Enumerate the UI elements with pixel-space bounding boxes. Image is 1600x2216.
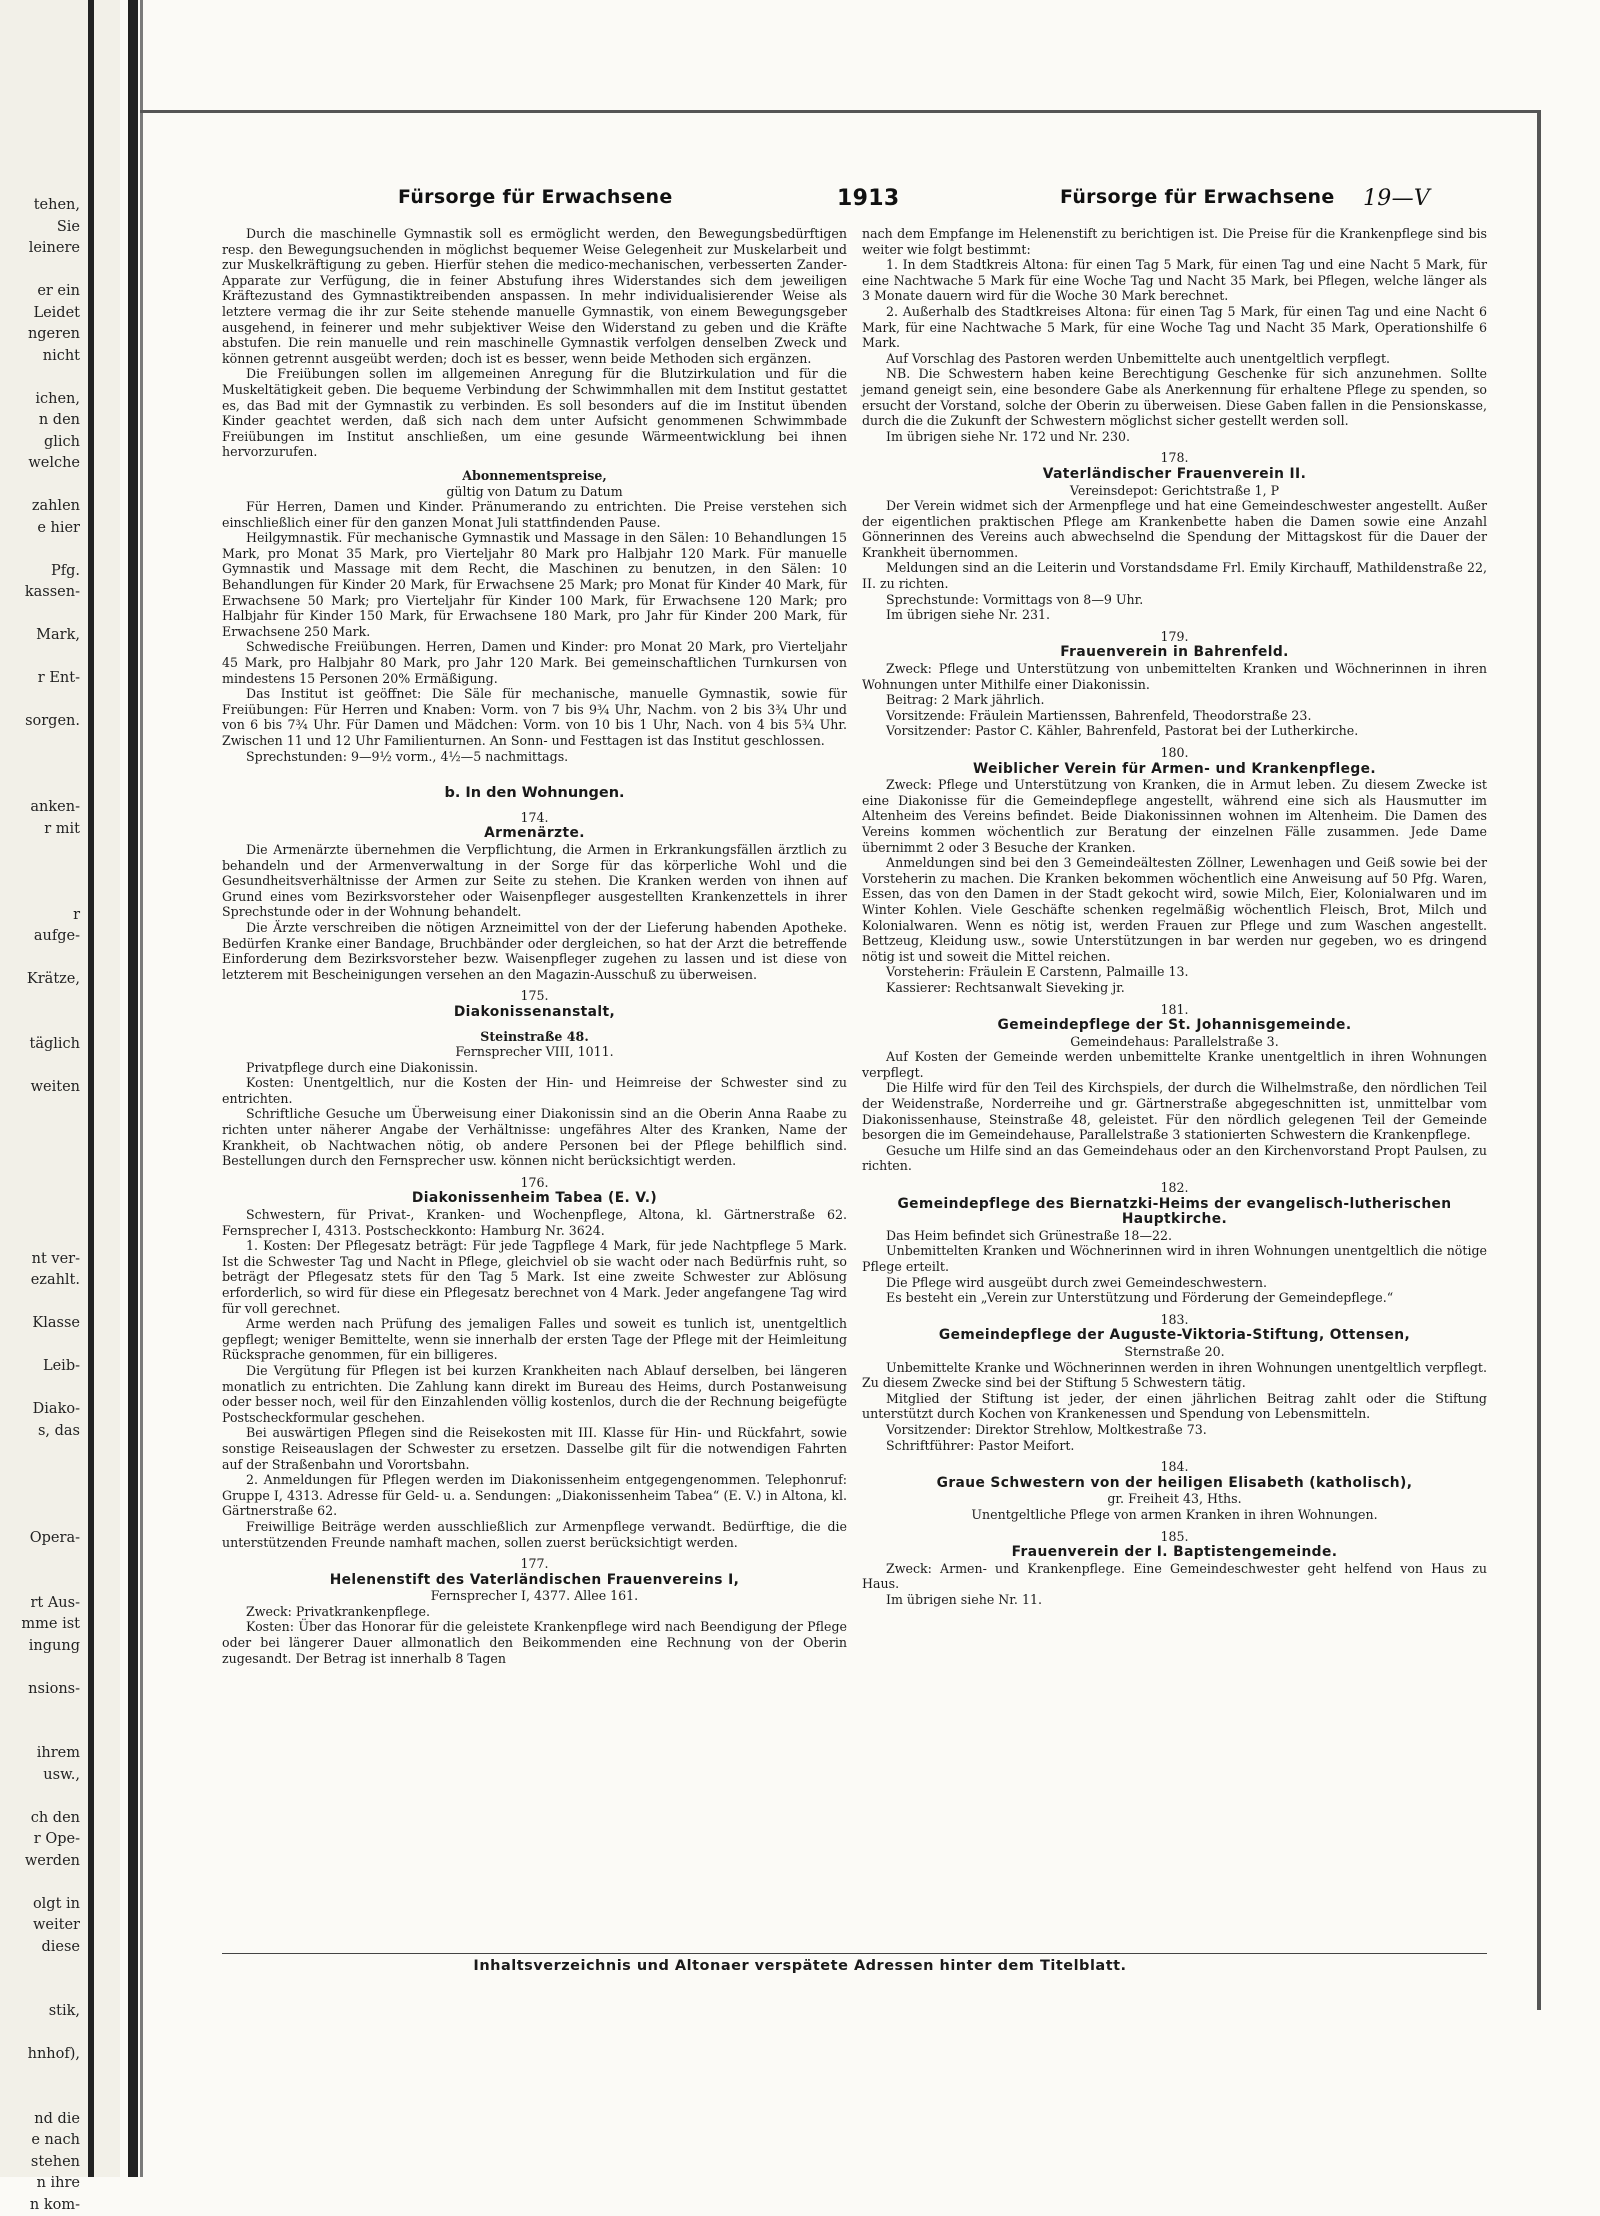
facing-page-fragment: diese — [0, 1937, 80, 1959]
facing-page-fragment: ngeren — [0, 324, 80, 346]
entry-title: Graue Schwestern von der heiligen Elisabeth (katholisch), — [862, 1476, 1487, 1492]
facing-page-fragment: r Ent- — [0, 668, 80, 690]
section-heading: b. In den Wohnungen. — [222, 786, 847, 802]
paragraph: Die Ärzte verschreiben die nötigen Arzneimittel von der der Lieferung habenden Apotheke. Bedürfen Kranke einer Bandage, Bruchbänder oder dergleichen, so hat der Arzt die betreffende Einforderung dem Bezirksvorsteher bezw. Waisenpfleger zugehen zu lassen und ist diese von letzterem mit Bescheinigungen versehen an den Magazin-Ausschuß zu überweisen. — [222, 920, 847, 982]
centered-line: Unentgeltliche Pflege von armen Kranken in ihren Wohnungen. — [862, 1507, 1487, 1523]
paragraph: Kosten: Über das Honorar für die geleistete Krankenpflege wird nach Beendigung der Pflege oder bei längerer Dauer allmonatlich den Beikommenden eine Rechnung von der Oberin zugesandt. Der Betrag ist innerhalb 8 Tagen — [222, 1619, 847, 1666]
paragraph: Vorsteherin: Fräulein E Carstenn, Palmaille 13. — [862, 964, 1487, 980]
facing-page-fragment: n den — [0, 410, 80, 432]
facing-page-fragment — [0, 1657, 80, 1679]
paragraph: Unbemittelte Kranke und Wöchnerinnen werden in ihren Wohnungen unentgeltlich verpflegt. Zu diesem Zwecke sind bei der Stiftung 5 Schwestern tätig. — [862, 1360, 1487, 1391]
footer-rule — [222, 1953, 1487, 1954]
facing-page-fragment: welche — [0, 453, 80, 475]
facing-page-fragment: Leidet — [0, 303, 80, 325]
entry-number: 184. — [862, 1459, 1487, 1475]
entry-title: Armenärzte. — [222, 826, 847, 842]
facing-page-fragment — [0, 2066, 80, 2088]
facing-page-fragment — [0, 1120, 80, 1142]
facing-page-fragment: er ein — [0, 281, 80, 303]
entry-title: Vaterländischer Frauenverein II. — [862, 467, 1487, 483]
paragraph: Anmeldungen sind bei den 3 Gemeindeältesten Zöllner, Lewenhagen und Geiß sowie bei der Vorsteherin zu machen. Die Kranken bekommen wöchentlich eine Anweisung auf 50 Pfg. Waren, Essen, das von den Damen in der Stadt gekocht wird, sowie Milch, Eier, Kolonialwaren und im Winter Kohlen. Viele Geschäfte schenken regelmäßig wöchentlich Fleisch, Brot, Milch und Kolonialwaren. Wenn es nötig ist, werden Frauen zur Pflege und zum Waschen angestellt. Bettzeug, Kleidung usw., sowie Unterstützungen in bar werden nur gegeben, wo es dringend nötig ist und soweit die Mittel reichen. — [862, 855, 1487, 964]
facing-page-fragment — [0, 1012, 80, 1034]
facing-page-fragment: r Ope- — [0, 1829, 80, 1851]
running-head-year: 1913 — [837, 186, 899, 211]
subheading: Abonnementspreise, — [222, 468, 847, 484]
paragraph: Kassierer: Rechtsanwalt Sieveking jr. — [862, 980, 1487, 996]
facing-page-fragment — [0, 1786, 80, 1808]
facing-page-fragment: r mit — [0, 819, 80, 841]
facing-page-fragment: ezahlt. — [0, 1270, 80, 1292]
facing-page-fragment: olgt in — [0, 1894, 80, 1916]
facing-page-fragment — [0, 260, 80, 282]
paragraph: Im übrigen siehe Nr. 231. — [862, 607, 1487, 623]
facing-page-fragment — [0, 1335, 80, 1357]
paragraph: Vorsitzender: Pastor C. Kähler, Bahrenfeld, Pastorat bei der Lutherkirche. — [862, 723, 1487, 739]
facing-page-fragment — [0, 1098, 80, 1120]
paragraph: Zweck: Pflege und Unterstützung von unbemittelten Kranken und Wöchnerinnen in ihren Wohnungen unter Mithilfe einer Diakonissin. — [862, 661, 1487, 692]
facing-page-fragment — [0, 475, 80, 497]
paragraph: Schriftführer: Pastor Meifort. — [862, 1438, 1487, 1454]
facing-page-fragment — [0, 604, 80, 626]
binding-edge — [128, 0, 138, 2177]
facing-page-fragment: n kom- — [0, 2195, 80, 2216]
facing-page-fragment — [0, 1507, 80, 1529]
entry-title: Gemeindepflege der St. Johannisgemeinde. — [862, 1018, 1487, 1034]
facing-page-fragment — [0, 991, 80, 1013]
facing-page-fragment — [0, 754, 80, 776]
facing-page-fragment: anken- — [0, 797, 80, 819]
paragraph: Das Institut ist geöffnet: Die Säle für mechanische, manuelle Gymnastik, sowie für Freiübungen: Für Herren und Knaben: Vorm. von 7 bis 9¾ Uhr, Nachm. von 2 bis 3¾ Uhr und von 6 bis 7¾ Uhr. Für Damen und Mädchen: Vorm. von 10 bis 1 Uhr, Nach. von 4 bis 5¾ Uhr. Zwischen 11 und 12 Uhr Familienturnen. An Sonn- und Festtagen ist das Institut geschlossen. — [222, 686, 847, 748]
page-number: 19—V — [1363, 186, 1430, 211]
facing-page-fragment: nt ver- — [0, 1249, 80, 1271]
text-column-left — [222, 226, 847, 1666]
facing-page-fragment: sorgen. — [0, 711, 80, 733]
facing-page-fragment: kassen- — [0, 582, 80, 604]
facing-page-fragment — [0, 2023, 80, 2045]
page-frame-top — [140, 110, 1540, 113]
facing-page-fragment — [0, 1055, 80, 1077]
facing-page-fragment: weiten — [0, 1077, 80, 1099]
facing-page-fragment: Klasse — [0, 1313, 80, 1335]
paragraph: Zweck: Armen- und Krankenpflege. Eine Gemeindeschwester geht helfend von Haus zu Haus. — [862, 1561, 1487, 1592]
facing-page-fragment — [0, 1485, 80, 1507]
centered-line: gültig von Datum zu Datum — [222, 484, 847, 500]
facing-page-fragment: täglich — [0, 1034, 80, 1056]
facing-page-fragment: Diako- — [0, 1399, 80, 1421]
paragraph: 1. In dem Stadtkreis Altona: für einen Tag 5 Mark, für einen Tag und eine Nacht 5 Mark, für eine Nachtwache 5 Mark für eine Woche Tag und Nacht 35 Mark, bei Pflegen, welche länger als 3 Monate dauern wird für die Woche 30 Mark berechnet. — [862, 257, 1487, 304]
paragraph: Vorsitzende: Fräulein Martienssen, Bahrenfeld, Theodorstraße 23. — [862, 708, 1487, 724]
paragraph: Sprechstunden: 9—9½ vorm., 4½—5 nachmittags. — [222, 749, 847, 765]
facing-page-fragment: n ihre — [0, 2173, 80, 2195]
facing-page-fragment — [0, 1464, 80, 1486]
paragraph: Bei auswärtigen Pflegen sind die Reisekosten mit III. Klasse für Hin- und Rückfahrt, sowie sonstige Reiseauslagen der Schwester zu ersetzen. Dasselbe gilt für die notwendigen Fahrten auf der Straßenbahn und Vorortsbahn. — [222, 1425, 847, 1472]
entry-number: 179. — [862, 629, 1487, 645]
paragraph: Es besteht ein „Verein zur Unterstützung und Förderung der Gemeindepflege.“ — [862, 1290, 1487, 1306]
facing-page-fragment — [0, 1227, 80, 1249]
page-frame-right — [1537, 110, 1541, 2010]
facing-page-fragment: stik, — [0, 2001, 80, 2023]
paragraph: 2. Anmeldungen für Pflegen werden im Diakonissenheim entgegengenommen. Telephonruf: Gruppe I, 4313. Adresse für Geld- u. a. Sendungen: „Diakonissenheim Tabea“ (E. V.) in Altona, kl. Gärtnerstraße 62. — [222, 1472, 847, 1519]
paragraph: Das Heim befindet sich Grünestraße 18—22. — [862, 1228, 1487, 1244]
paragraph: Schriftliche Gesuche um Überweisung einer Diakonissin sind an die Oberin Anna Raabe zu richten unter näherer Angabe der Verhältnisse: ungefähres Alter des Kranken, Name der Krankheit, ob Nachtwachen nötig, ob andere Personen bei der Pflege behilflich sind. Bestellungen durch den Fernsprecher usw. können nicht berücksichtigt werden. — [222, 1106, 847, 1168]
paragraph: Schwedische Freiübungen. Herren, Damen und Kinder: pro Monat 20 Mark, pro Vierteljahr 45 Mark, pro Halbjahr 80 Mark, pro Jahr 120 Mark. Bei gemeinschaftlichen Turnkursen von mindestens 15 Personen 20% Ermäßigung. — [222, 639, 847, 686]
facing-page-fragment: rt Aus- — [0, 1593, 80, 1615]
centered-line: Fernsprecher VIII, 1011. — [222, 1044, 847, 1060]
entry-number: 185. — [862, 1529, 1487, 1545]
facing-page-fragment: hnhof), — [0, 2044, 80, 2066]
paragraph: Die Pflege wird ausgeübt durch zwei Gemeindeschwestern. — [862, 1275, 1487, 1291]
facing-page-fragment: nicht — [0, 346, 80, 368]
paragraph: NB. Die Schwestern haben keine Berechtigung Geschenke für sich anzunehmen. Sollte jemand geneigt sein, eine besondere Gabe als Anerkennung für erhaltene Pflege zu spenden, so ersucht der Vorstand, solche der Oberin zu überweisen. Diese Gaben fallen in die Pensionskasse, durch die die Zukunft der Schwestern möglichst sicher gestellt werden soll. — [862, 366, 1487, 428]
facing-page-fragment: nsions- — [0, 1679, 80, 1701]
paragraph: nach dem Empfange im Helenenstift zu berichtigen ist. Die Preise für die Krankenpflege sind bis weiter wie folgt bestimmt: — [862, 226, 1487, 257]
facing-page-fragment — [0, 1722, 80, 1744]
entry-title: Frauenverein in Bahrenfeld. — [862, 645, 1487, 661]
facing-page-fragment: ch den — [0, 1808, 80, 1830]
paragraph: Zweck: Pflege und Unterstützung von Kranken, die in Armut leben. Zu diesem Zwecke ist eine Diakonisse für die Gemeindepflege angestellt, während eine sich als Hausmutter im Altenheim des Vereins befindet. Beide Diakonissinnen wohnen im Altenheim. Die Damen des Vereins kommen wöchentlich zur Beratung der einzelnen Fälle zusammen. Jede Dame übernimmt 2 oder 3 Besuche der Kranken. — [862, 777, 1487, 855]
facing-page-fragment: weiter — [0, 1915, 80, 1937]
facing-page-fragment — [0, 647, 80, 669]
binding-shadow — [88, 0, 94, 2177]
facing-page-fragment: werden — [0, 1851, 80, 1873]
text-column-right — [862, 226, 1487, 1607]
facing-page-fragment: zahlen — [0, 496, 80, 518]
entry-title: Diakonissenanstalt, — [222, 1005, 847, 1021]
paragraph: Mitglied der Stiftung ist jeder, der einen jährlichen Beitrag zahlt oder die Stiftung unterstützt durch Kochen von Krankenessen und Spendung von Lebensmitteln. — [862, 1391, 1487, 1422]
facing-page-text-fragments — [0, 195, 80, 1955]
paragraph: Beitrag: 2 Mark jährlich. — [862, 692, 1487, 708]
facing-page-fragment — [0, 1442, 80, 1464]
facing-page-fragment — [0, 1872, 80, 1894]
facing-page-fragment — [0, 1184, 80, 1206]
facing-page-fragment: e hier — [0, 518, 80, 540]
paragraph: Vorsitzender: Direktor Strehlow, Moltkestraße 73. — [862, 1422, 1487, 1438]
facing-page-fragment — [0, 1550, 80, 1572]
paragraph: Die Vergütung für Pflegen ist bei kurzen Krankheiten nach Ablauf derselben, bei längeren monatlich zu entrichten. Die Zahlung kann direkt im Bureau des Heims, durch Postanweisung oder besser noch, weil für den Einzahlenden völlig kostenlos, durch die der Rechnung beigefügte Postscheckformular geschehen. — [222, 1363, 847, 1425]
facing-page-fragment: nd die — [0, 2109, 80, 2131]
facing-page-fragment: r — [0, 905, 80, 927]
facing-page-fragment: ihrem — [0, 1743, 80, 1765]
centered-line: Fernsprecher I, 4377. Allee 161. — [222, 1588, 847, 1604]
facing-page-fragment — [0, 840, 80, 862]
facing-page-fragment — [0, 1571, 80, 1593]
entry-number: 174. — [222, 810, 847, 826]
facing-page-fragment — [0, 367, 80, 389]
paragraph: Für Herren, Damen und Kinder. Pränumerando zu entrichten. Die Preise verstehen sich einschließlich einer für den ganzen Monat Juli stattfindenden Pause. — [222, 499, 847, 530]
entry-title: Gemeindepflege der Auguste-Viktoria-Stiftung, Ottensen, — [862, 1328, 1487, 1344]
paragraph: Im übrigen siehe Nr. 11. — [862, 1592, 1487, 1608]
paragraph: Heilgymnastik. Für mechanische Gymnastik und Massage in den Sälen: 10 Behandlungen 15 Mark, pro Monat 35 Mark, pro Vierteljahr 80 Mark pro Halbjahr 120 Mark. Für manuelle Gymnastik und Massage mit dem Recht, die Maschinen zu benutzen, in den Sälen: 10 Behandlungen für Kinder 20 Mark, für Erwachsene 25 Mark; pro Monat für Kinder 40 Mark, für Erwachsene 50 Mark; pro Vierteljahr für Kinder 100 Mark, für Erwachsene 120 Mark; pro Halbjahr für Kinder 150 Mark, für Erwachsene 180 Mark, pro Jahr für Kinder 200 Mark, für Erwachsene 250 Mark. — [222, 530, 847, 639]
subheading: Steinstraße 48. — [222, 1029, 847, 1045]
centered-line: Sternstraße 20. — [862, 1344, 1487, 1360]
centered-line: Gemeindehaus: Parallelstraße 3. — [862, 1034, 1487, 1050]
paragraph: Zweck: Privatkrankenpflege. — [222, 1604, 847, 1620]
entry-number: 183. — [862, 1312, 1487, 1328]
running-head-right: Fürsorge für Erwachsene — [1060, 186, 1335, 208]
paragraph: Kosten: Unentgeltlich, nur die Kosten der Hin- und Heimreise der Schwester sind zu entrichten. — [222, 1075, 847, 1106]
facing-page-fragment: stehen — [0, 2152, 80, 2174]
facing-page-fragment — [0, 948, 80, 970]
facing-page-fragment — [0, 776, 80, 798]
entry-title: Diakonissenheim Tabea (E. V.) — [222, 1191, 847, 1207]
facing-page-fragment — [0, 2087, 80, 2109]
facing-page-fragment: usw., — [0, 1765, 80, 1787]
footer-note: Inhaltsverzeichnis und Altonaer verspätete Adressen hinter dem Titelblatt. — [250, 1958, 1350, 1974]
facing-page-fragment — [0, 862, 80, 884]
paragraph: Schwestern, für Privat-, Kranken- und Wochenpflege, Altona, kl. Gärtnerstraße 62. Fernsprecher I, 4313. Postscheckkonto: Hamburg Nr. 3624. — [222, 1207, 847, 1238]
facing-page-fragment — [0, 1958, 80, 1980]
paragraph: Im übrigen siehe Nr. 172 und Nr. 230. — [862, 429, 1487, 445]
paragraph: Meldungen sind an die Leiterin und Vorstandsdame Frl. Emily Kirchauff, Mathildenstraße 22, II. zu richten. — [862, 560, 1487, 591]
entry-title: Weiblicher Verein für Armen- und Krankenpflege. — [862, 762, 1487, 778]
facing-page-fragment: Leib- — [0, 1356, 80, 1378]
centered-line: Vereinsdepot: Gerichtstraße 1, P — [862, 483, 1487, 499]
paragraph: Gesuche um Hilfe sind an das Gemeindehaus oder an den Kirchenvorstand Propt Paulsen, zu richten. — [862, 1143, 1487, 1174]
paragraph: Arme werden nach Prüfung des jemaligen Falles und soweit es tunlich ist, unentgeltlich gepflegt; weniger Bemittelte, wenn sie innerhalb der ersten Tage der Pflege mit der Heimleitung Rücksprache genommen, für ein billigeres. — [222, 1316, 847, 1363]
facing-page-fragment: Pfg. — [0, 561, 80, 583]
facing-page-fragment: Sie — [0, 217, 80, 239]
running-head-left: Fürsorge für Erwachsene — [398, 186, 673, 208]
entry-title: Helenenstift des Vaterländischen Frauenvereins I, — [222, 1573, 847, 1589]
facing-page-fragment: Krätze, — [0, 969, 80, 991]
facing-page-fragment: Mark, — [0, 625, 80, 647]
paragraph: Der Verein widmet sich der Armenpflege und hat eine Gemeindeschwester angestellt. Außer der eigentlichen praktischen Pflege am Krankenbette haben die Damen sowie eine Anzahl Gönnerinnen des Vereins auch abwechselnd die Spendung der Mittagskost für die Dauer der Krankheit übernommen. — [862, 498, 1487, 560]
paragraph: Unbemittelten Kranken und Wöchnerinnen wird in ihren Wohnungen unentgeltlich die nötige Pflege erteilt. — [862, 1243, 1487, 1274]
paragraph: Auf Kosten der Gemeinde werden unbemittelte Kranke unentgeltlich in ihren Wohnungen verpflegt. — [862, 1049, 1487, 1080]
entry-number: 178. — [862, 450, 1487, 466]
facing-page-fragment — [0, 1163, 80, 1185]
binding-line — [140, 0, 143, 2177]
facing-page-fragment: ichen, — [0, 389, 80, 411]
entry-number: 175. — [222, 988, 847, 1004]
entry-title: Frauenverein der I. Baptistengemeinde. — [862, 1545, 1487, 1561]
entry-number: 180. — [862, 745, 1487, 761]
facing-page-fragment: glich — [0, 432, 80, 454]
entry-number: 182. — [862, 1180, 1487, 1196]
entry-number: 177. — [222, 1556, 847, 1572]
paragraph: 2. Außerhalb des Stadtkreises Altona: für einen Tag 5 Mark, für einen Tag und eine Nacht 6 Mark, für eine Nachtwache 5 Mark, für eine Woche Tag und Nacht 35 Mark, Operationshilfe 6 Mark. — [862, 304, 1487, 351]
paragraph: Freiwillige Beiträge werden ausschließlich zur Armenpflege verwandt. Bedürftige, die die unterstützenden Freunde namhaft machen, sollen zuerst berücksichtigt werden. — [222, 1519, 847, 1550]
facing-page-fragment: Opera- — [0, 1528, 80, 1550]
facing-page-fragment: tehen, — [0, 195, 80, 217]
facing-page-fragment — [0, 1980, 80, 2002]
paragraph: Sprechstunde: Vormittags von 8—9 Uhr. — [862, 592, 1487, 608]
paragraph: Privatpflege durch eine Diakonissin. — [222, 1060, 847, 1076]
entry-number: 181. — [862, 1002, 1487, 1018]
facing-page-fragment — [0, 883, 80, 905]
facing-page-fragment — [0, 1206, 80, 1228]
facing-page-fragment: aufge- — [0, 926, 80, 948]
entry-number: 176. — [222, 1175, 847, 1191]
facing-page-fragment — [0, 690, 80, 712]
facing-page-fragment: leinere — [0, 238, 80, 260]
facing-page-fragment — [0, 1141, 80, 1163]
paragraph: Durch die maschinelle Gymnastik soll es ermöglicht werden, den Bewegungsbedürftigen resp. den Bewegungsuchenden in möglichst bequemer Weise Gelegenheit zur Muskelarbeit und zur Muskelkräftigung zu geben. Hierfür stehen die medico-mechanischen, verbesserten Zander-Apparate zur Verfügung, die in feiner Abstufung ihres Widerstandes sich dem jeweiligen Kräftezustand des Gymnastiktreibenden anspassen. In mehr individualisierender Weise als letztere vermag die ihr zur Seite stehende manuelle Gymnastik, von einem Bewegungsgeber ausgehend, in feinerer und mehr subjektiver Weise den Widerstand zu geben und die Kräfte abstufen. Die rein manuelle und rein maschinelle Gymnastik verfolgen denselben Zweck und können getrennt ausgeübt werden; doch ist es besser, wenn beide Methoden sich ergänzen. — [222, 226, 847, 366]
paragraph: 1. Kosten: Der Pflegesatz beträgt: Für jede Tagpflege 4 Mark, für jede Nachtpflege 5 Mark. Ist die Schwester Tag und Nacht in Pflege, gleichviel ob sie wacht oder nach Bedürfnis ruht, so beträgt der Pflegesatz stets für den Tag 5 Mark. Ist eine zweite Schwester zur Ablösung erforderlich, so wird für diese ein Pflegesatz berechnet von 4 Mark. Jeder angefangene Tag wird für voll gerechnet. — [222, 1238, 847, 1316]
facing-page-fragment: s, das — [0, 1421, 80, 1443]
facing-page-fragment: ingung — [0, 1636, 80, 1658]
centered-line: gr. Freiheit 43, Hths. — [862, 1491, 1487, 1507]
facing-page-fragment — [0, 1292, 80, 1314]
facing-page-fragment — [0, 539, 80, 561]
facing-page-fragment — [0, 1378, 80, 1400]
facing-page-fragment: mme ist — [0, 1614, 80, 1636]
entry-title: Gemeindepflege des Biernatzki-Heims der evangelisch-lutherischen Hauptkirche. — [862, 1197, 1487, 1228]
facing-page-fragment: e nach — [0, 2130, 80, 2152]
paragraph: Die Hilfe wird für den Teil des Kirchspiels, der durch die Wilhelmstraße, den nördlichen Teil der Weidenstraße, Norderreihe und gr. Gärtnerstraße abgegeschnitten ist, unmittelbar vom Diakonissenhause, Steinstraße 48, geleistet. Für den nördlich gelegenen Teil der Gemeinde besorgen die im Gemeindehause, Parallelstraße 3 stationierten Schwestern die Krankenpflege. — [862, 1080, 1487, 1142]
paragraph: Die Armenärzte übernehmen die Verpflichtung, die Armen in Erkrankungsfällen ärztlich zu behandeln und der Armenverwaltung in der Sorge für das körperliche Wohl und die Gesundheitsverhältnisse der Armen zur Seite zu stehen. Die Kranken werden von ihnen auf Grund eines vom Bezirksvorsteher oder Waisenpfleger ausgestellten Krankenzettels in ihrer Sprechstunde oder in der Wohnung behandelt. — [222, 842, 847, 920]
paragraph: Die Freiübungen sollen im allgemeinen Anregung für die Blutzirkulation und für die Muskeltätigkeit geben. Die bequeme Verbindung der Schwimmhallen mit dem Institut gestattet es, das Bad mit der Gymnastik zu verbinden. Es soll besonders auf die im Institut übenden Kinder geachtet werden, daß sich nach dem unter Aufsicht genommenen Schwimmbade Freiübungen im Institut anschließen, um eine gesunde Wärmeentwicklung bei ihnen hervorzurufen. — [222, 366, 847, 460]
facing-page-fragment — [0, 1700, 80, 1722]
facing-page-fragment — [0, 733, 80, 755]
paragraph: Auf Vorschlag des Pastoren werden Unbemittelte auch unentgeltlich verpflegt. — [862, 351, 1487, 367]
